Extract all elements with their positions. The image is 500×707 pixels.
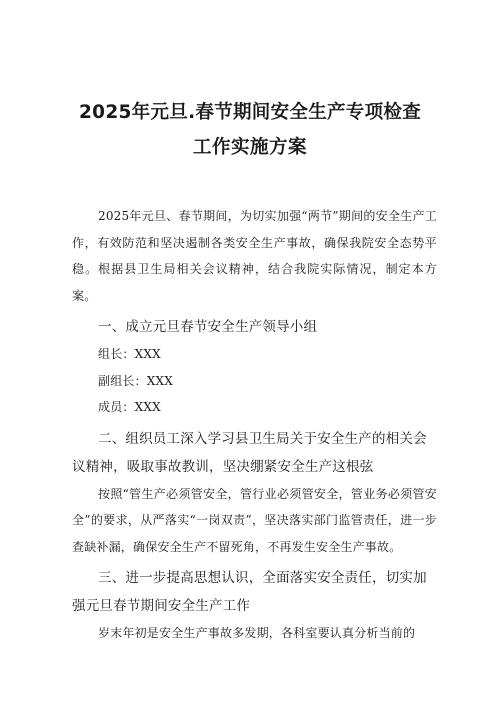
section3-paragraph: 岁末年初是安全生产事故多发期，各科室要认真分析当前的 (98, 626, 416, 640)
section3-heading: 三、进一步提高思想认识，全面落实安全责任，切实加强元旦春节期间安全生产工作 (72, 570, 427, 614)
section2-paragraph: 按照“管生产必须管安全，管行业必须管安全，管业务必须管安全”的要求，从严落实“一岗双责”，坚决落实部门监管责任，进一步查缺补漏，确保安全生产不留死角，不再发生安全生产事故。 (72, 486, 437, 554)
section2-heading: 二、组织员工深入学习县卫生局关于安全生产的相关会议精神，吸取事故教训，坚决绷紧安全生产这根弦 (72, 430, 427, 475)
document-body (72, 203, 437, 647)
document-title-line1: 2025年元旦.春节期间安全生产专项检查 (78, 102, 422, 123)
document-title-line2: 工作实施方案 (192, 137, 307, 158)
section1-leader: 组长：XXX (98, 347, 161, 361)
section1-members: 成员：XXX (98, 400, 161, 414)
section1-heading: 一、成立元旦春节安全生产领导小组 (98, 319, 318, 335)
section1-deputy: 副组长：XXX (98, 373, 174, 388)
intro-paragraph: 2025年元旦、春节期间，为切实加强“两节”期间的安全生产工作，有效防范和坚决遏制各类安全生产事故，确保我院安全态势平稳。根据县卫生局相关会议精神，结合我院实际情况，制定本方案。 (72, 209, 437, 303)
